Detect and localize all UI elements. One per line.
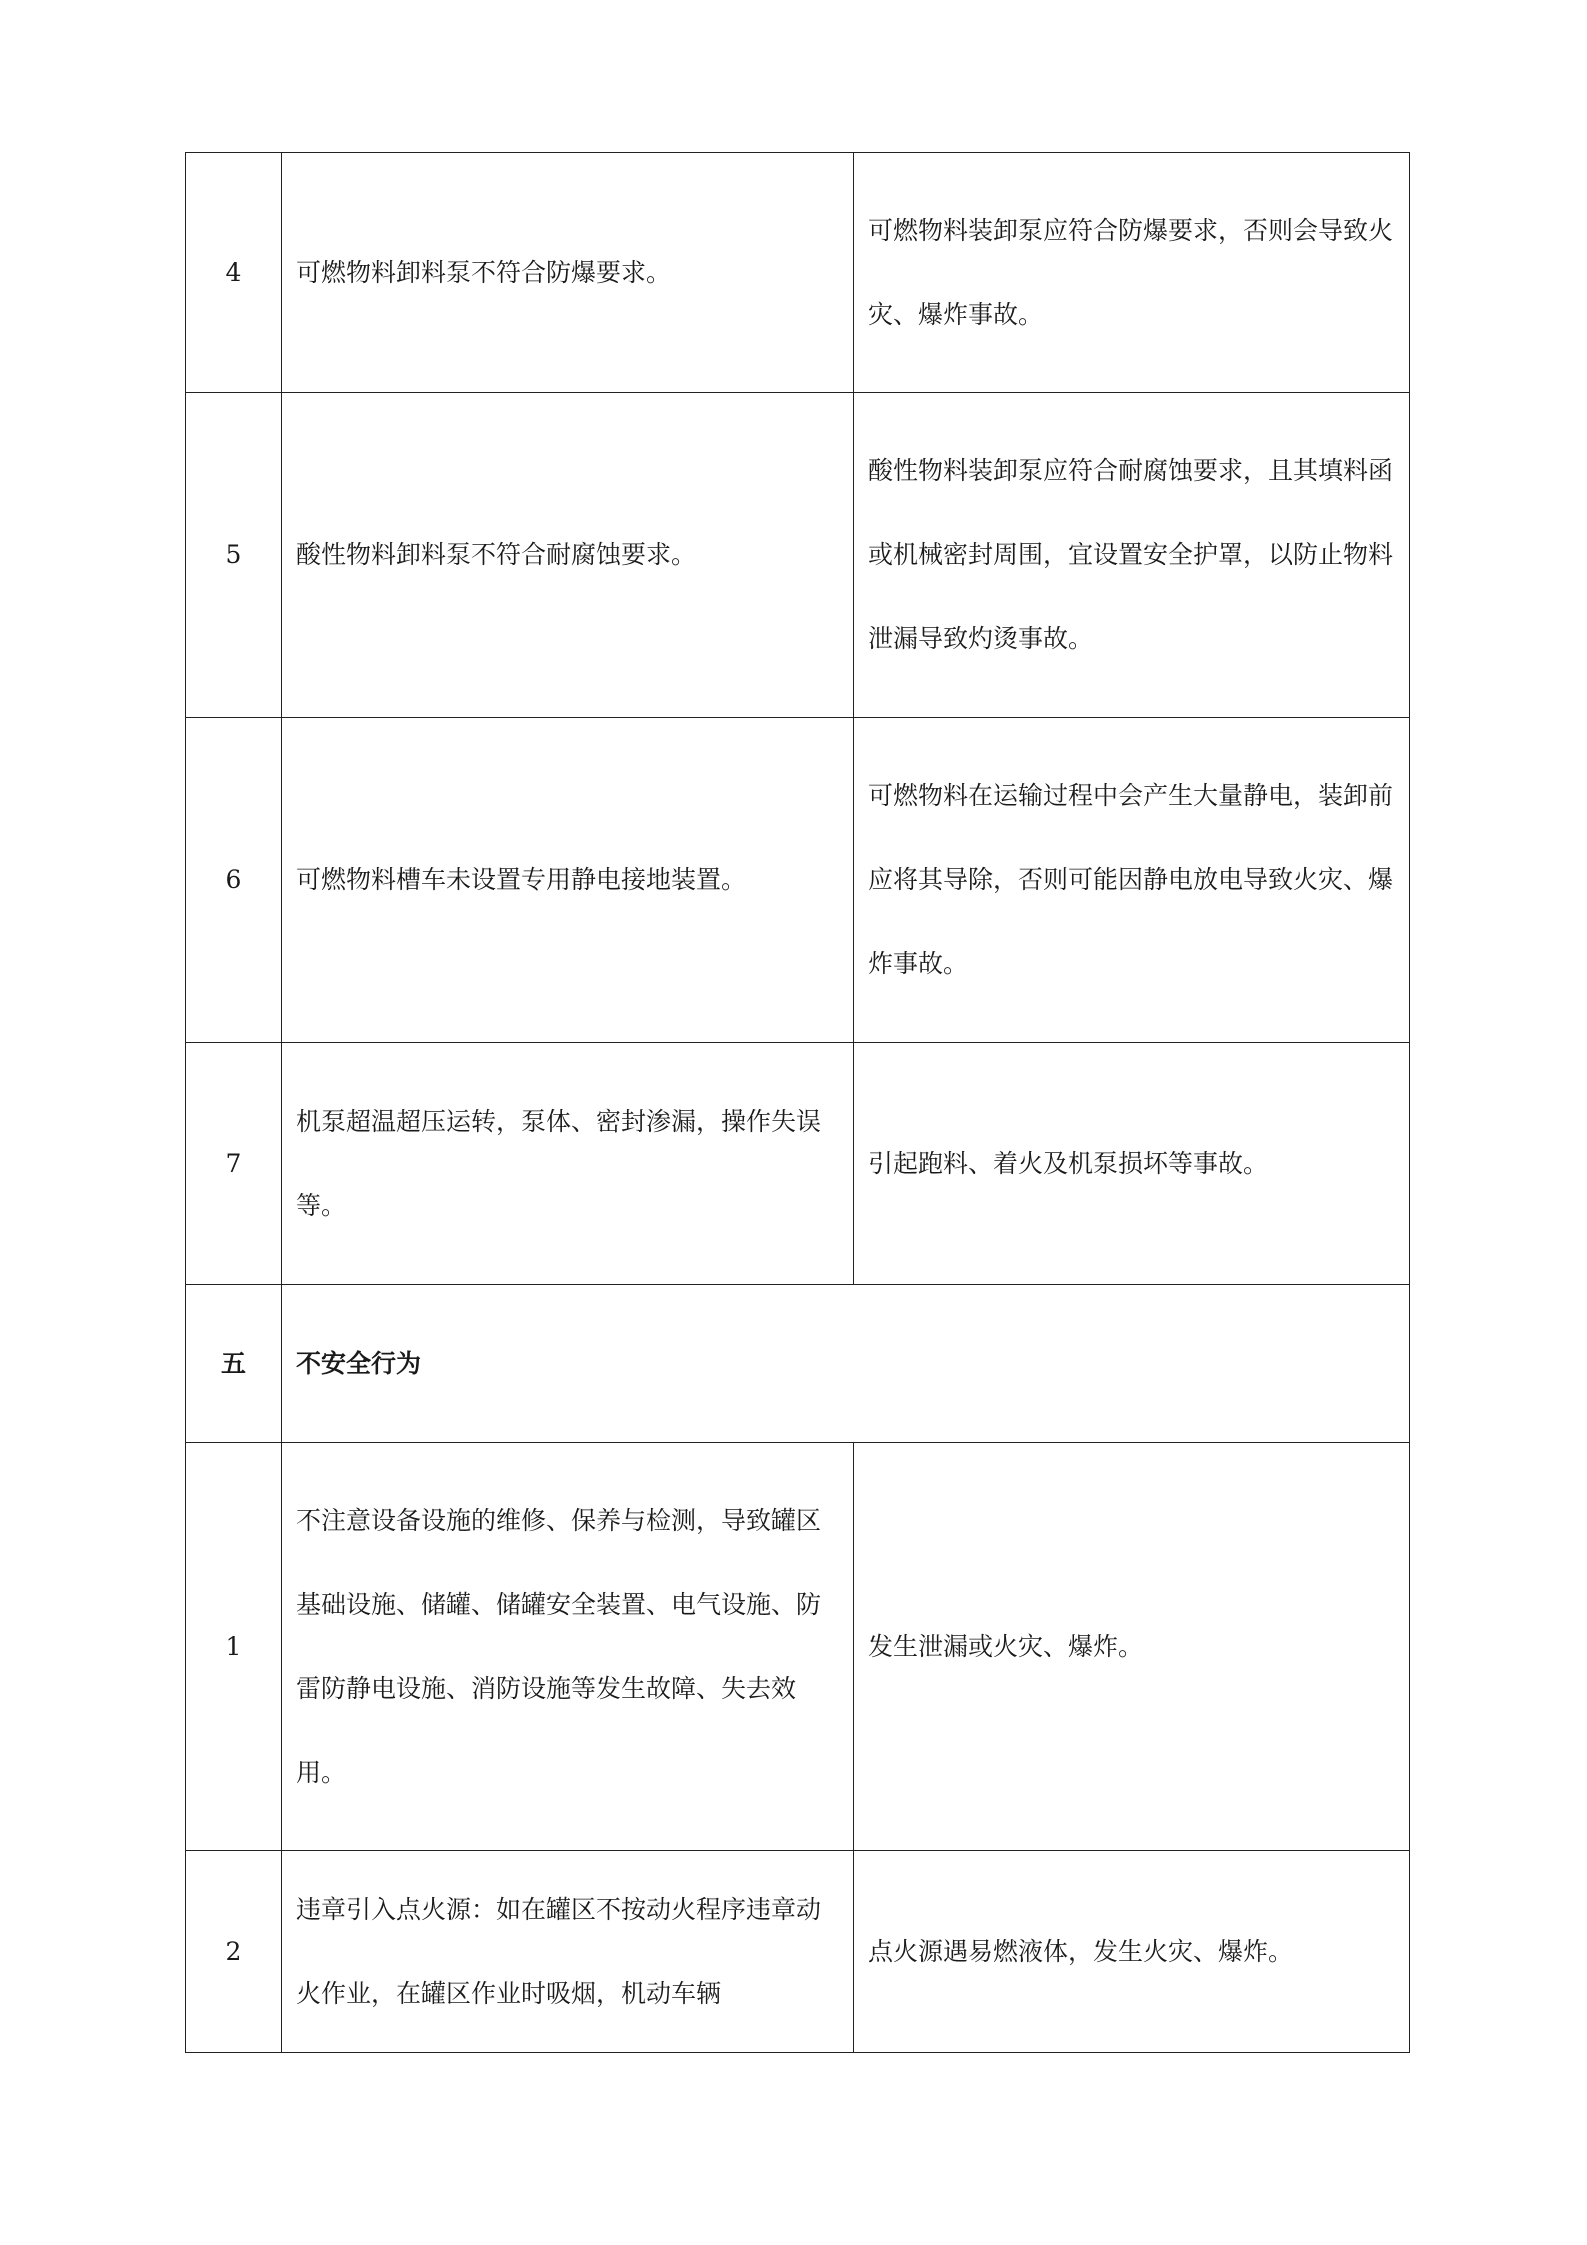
table-row <box>186 1443 1410 1851</box>
table-row <box>186 1043 1410 1285</box>
row-number: 1 <box>186 1443 282 1851</box>
consequence-cell: 可燃物料在运输过程中会产生大量静电，装卸前应将其导除，否则可能因静电放电导致火灾、爆炸事故。 <box>854 718 1410 1043</box>
hazard-cell: 不注意设备设施的维修、保养与检测，导致罐区基础设施、储罐、储罐安全装置、电气设施、防雷防静电设施、消防设施等发生故障、失去效用。 <box>282 1443 854 1851</box>
row-number: 7 <box>186 1043 282 1285</box>
table-row <box>186 718 1410 1043</box>
row-number: 5 <box>186 393 282 718</box>
row-number: 6 <box>186 718 282 1043</box>
consequence-cell: 点火源遇易燃液体，发生火灾、爆炸。 <box>854 1851 1410 2053</box>
consequence-cell: 发生泄漏或火灾、爆炸。 <box>854 1443 1410 1851</box>
hazard-table <box>185 152 1410 2053</box>
hazard-cell: 酸性物料卸料泵不符合耐腐蚀要求。 <box>282 393 854 718</box>
section-title: 不安全行为 <box>282 1285 1410 1443</box>
hazard-cell: 可燃物料卸料泵不符合防爆要求。 <box>282 153 854 393</box>
row-number: 4 <box>186 153 282 393</box>
hazard-cell: 违章引入点火源：如在罐区不按动火程序违章动火作业，在罐区作业时吸烟，机动车辆 <box>282 1851 854 2053</box>
consequence-cell: 引起跑料、着火及机泵损坏等事故。 <box>854 1043 1410 1285</box>
section-row <box>186 1285 1410 1443</box>
hazard-cell: 可燃物料槽车未设置专用静电接地装置。 <box>282 718 854 1043</box>
table-row <box>186 393 1410 718</box>
row-number: 2 <box>186 1851 282 2053</box>
table-row <box>186 1851 1410 2053</box>
consequence-cell: 可燃物料装卸泵应符合防爆要求，否则会导致火灾、爆炸事故。 <box>854 153 1410 393</box>
consequence-cell: 酸性物料装卸泵应符合耐腐蚀要求，且其填料函或机械密封周围，宜设置安全护罩，以防止物料泄漏导致灼烫事故。 <box>854 393 1410 718</box>
section-number: 五 <box>186 1285 282 1443</box>
hazard-cell: 机泵超温超压运转，泵体、密封渗漏，操作失误等。 <box>282 1043 854 1285</box>
table-row <box>186 153 1410 393</box>
